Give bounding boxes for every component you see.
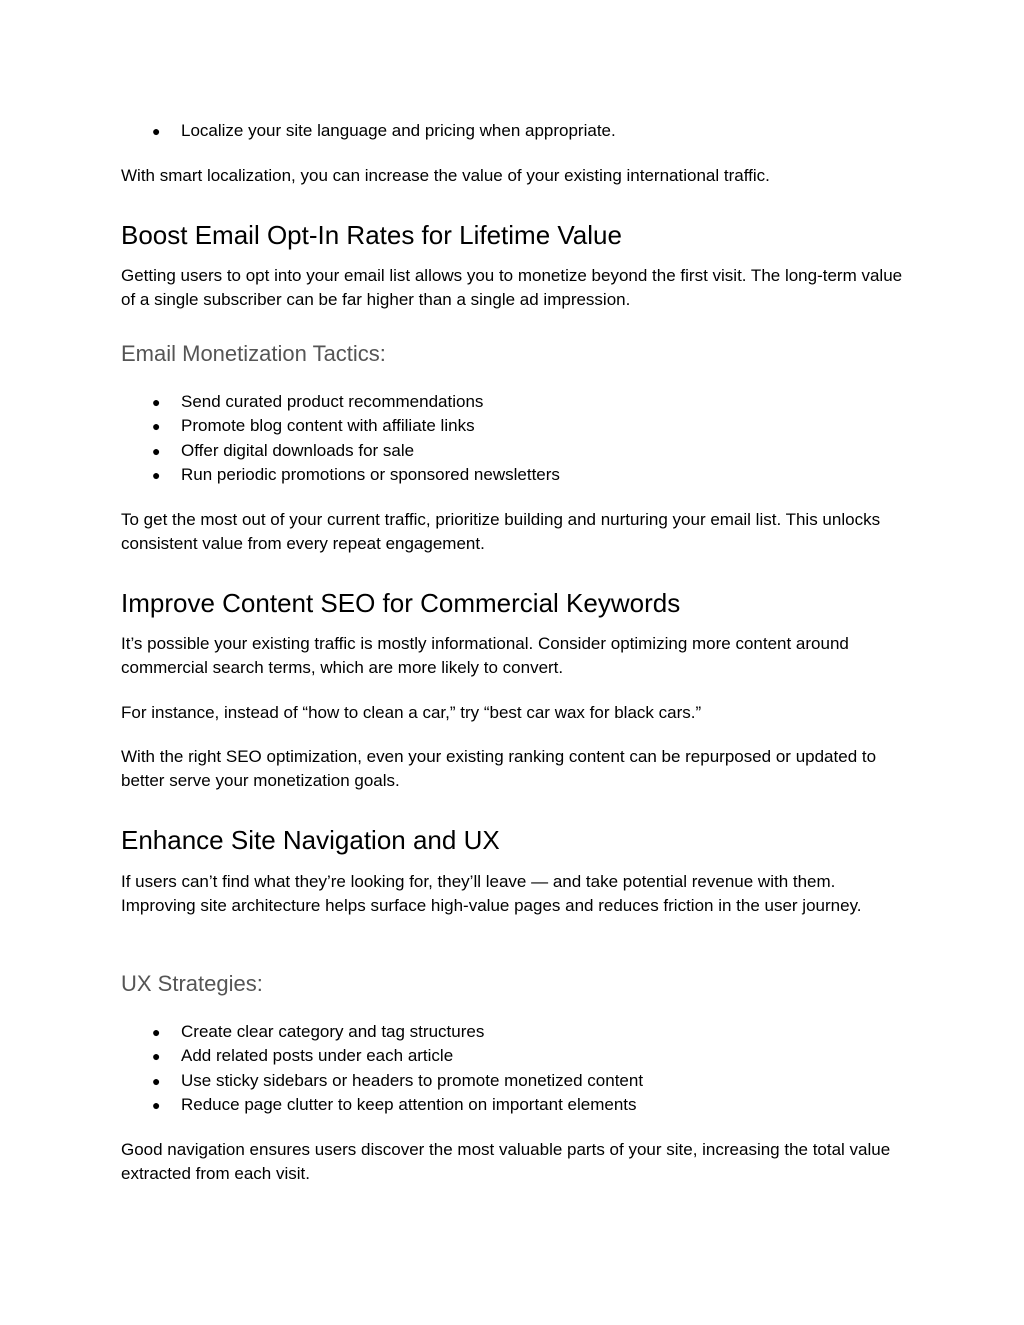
bullet-icon: ● <box>152 442 161 459</box>
list-item-text: Send curated product recommendations <box>181 392 484 411</box>
ux-section-closing: Good navigation ensures users discover the most valuable parts of your site, increasing the total value extracted from each visit. <box>121 1140 891 1183</box>
bullet-icon: ● <box>152 467 161 484</box>
ux-section-heading: Enhance Site Navigation and UX <box>121 825 500 855</box>
seo-section-heading: Improve Content SEO for Commercial Keywords <box>121 588 681 618</box>
email-section-closing: To get the most out of your current traffic, prioritize building and nurturing your email list. This unlocks consistent value from every repeat engagement. <box>121 510 881 553</box>
intro-bullet-list <box>121 119 911 143</box>
email-section-paragraph: Getting users to opt into your email list allows you to monetize beyond the first visit. The long-term value of a single subscriber can be far higher than a single ad impression. <box>121 266 903 309</box>
list-item <box>121 414 911 438</box>
intro-paragraph: With smart localization, you can increase the value of your existing international traffic. <box>121 166 770 185</box>
email-section-heading: Boost Email Opt-In Rates for Lifetime Value <box>121 220 622 250</box>
list-item-text: Reduce page clutter to keep attention on important elements <box>181 1095 637 1115</box>
bullet-icon: ● <box>152 123 161 139</box>
list-item-text: Offer digital downloads for sale <box>181 440 415 460</box>
seo-section-paragraph: It’s possible your existing traffic is mostly informational. Consider optimizing more content around commercial search terms, which are more likely to convert. <box>121 634 849 677</box>
list-item-text: Add related posts under each article <box>181 1046 454 1066</box>
ux-section-paragraph: If users can’t find what they’re looking for, they’ll leave — and take potential revenue with them. Improving site architecture helps surface high-value pages and reduces friction in the user journey. <box>121 872 862 915</box>
email-tactics-subheading: Email Monetization Tactics: <box>121 341 386 366</box>
list-item <box>121 463 911 487</box>
ux-strategies-list <box>121 1020 911 1118</box>
bullet-icon: ● <box>152 1072 161 1089</box>
list-item-text: Promote blog content with affiliate links <box>181 416 475 436</box>
ux-strategies-subheading: UX Strategies: <box>121 971 263 996</box>
list-item-text: Run periodic promotions or sponsored newsletters <box>181 465 560 485</box>
seo-example-paragraph: For instance, instead of “how to clean a car,” try “best car wax for black cars.” <box>121 703 702 722</box>
bullet-icon: ● <box>152 394 161 410</box>
list-item-text: Use sticky sidebars or headers to promote monetized content <box>181 1070 644 1090</box>
list-item <box>121 1044 911 1068</box>
bullet-icon: ● <box>152 418 161 435</box>
list-item <box>121 439 911 463</box>
bullet-icon: ● <box>152 1048 161 1065</box>
seo-closing-paragraph: With the right SEO optimization, even your existing ranking content can be repurposed or updated to better serve your monetization goals. <box>121 747 877 790</box>
list-item <box>121 1093 911 1117</box>
email-tactics-list <box>121 390 911 488</box>
list-item <box>121 390 911 414</box>
bullet-icon: ● <box>152 1024 161 1040</box>
list-item-text: Localize your site language and pricing when appropriate. <box>181 121 616 140</box>
list-item <box>121 1020 911 1044</box>
bullet-icon: ● <box>152 1097 161 1114</box>
list-item <box>121 1069 911 1093</box>
list-item-text: Create clear category and tag structures <box>181 1022 485 1041</box>
list-item <box>121 119 911 143</box>
